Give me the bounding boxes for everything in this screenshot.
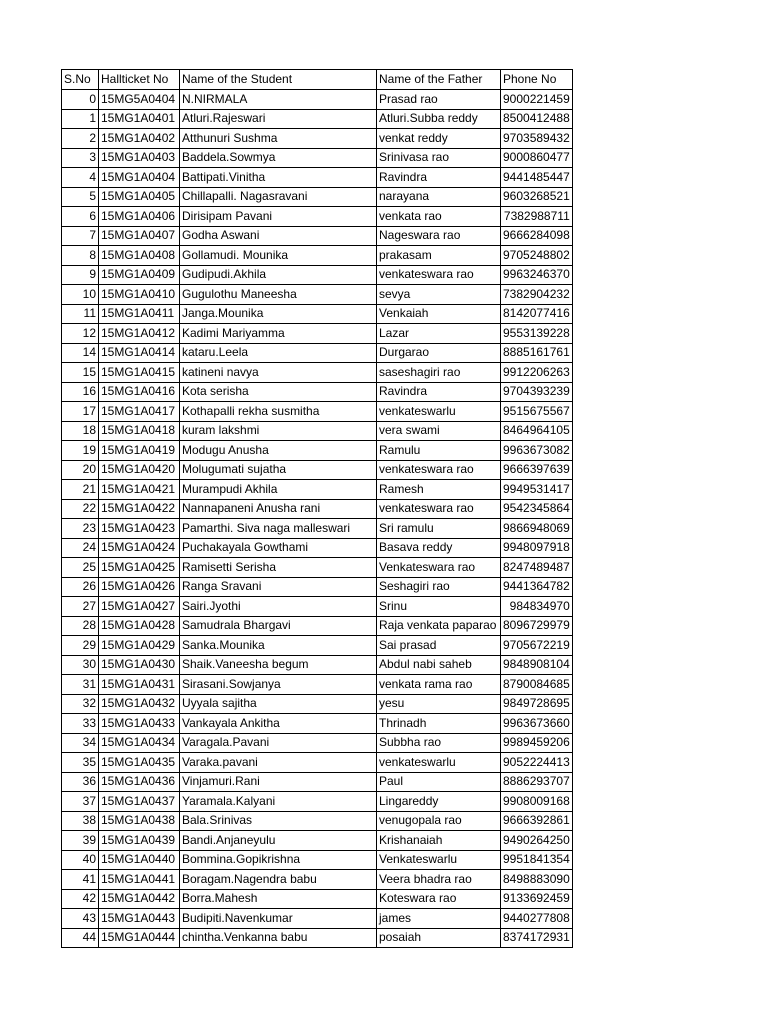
cell-phone: 9989459206 [501,733,573,753]
cell-hallticket: 15MG1A0434 [99,733,180,753]
cell-hallticket: 15MG1A0422 [99,499,180,519]
table-row [62,480,573,500]
cell-student-name: Varaka.pavani [180,753,377,773]
cell-father-name: posaiah [377,928,501,948]
cell-student-name: Kothapalli rekha susmitha [180,402,377,422]
cell-phone: 8498883090 [501,870,573,890]
cell-phone: 7382904232 [501,285,573,305]
cell-hallticket: 15MG1A0420 [99,460,180,480]
table-row [62,226,573,246]
cell-sno: 18 [62,421,99,441]
cell-student-name: Modugu Anusha [180,441,377,461]
cell-hallticket: 15MG1A0409 [99,265,180,285]
table-row [62,772,573,792]
table-row [62,870,573,890]
header-sno: S.No [62,70,99,90]
table-row [62,109,573,129]
cell-student-name: Gugulothu Maneesha [180,285,377,305]
cell-father-name: Ramesh [377,480,501,500]
cell-hallticket: 15MG1A0414 [99,343,180,363]
cell-father-name: yesu [377,694,501,714]
cell-phone: 9963246370 [501,265,573,285]
cell-student-name: Gollamudi. Mounika [180,246,377,266]
cell-student-name: Boragam.Nagendra babu [180,870,377,890]
table-row [62,850,573,870]
cell-father-name: Krishanaiah [377,831,501,851]
cell-father-name: Ravindra [377,168,501,188]
cell-hallticket: 15MG1A0427 [99,597,180,617]
cell-student-name: Atluri.Rajeswari [180,109,377,129]
cell-hallticket: 15MG1A0441 [99,870,180,890]
cell-hallticket: 15MG1A0402 [99,129,180,149]
cell-sno: 19 [62,441,99,461]
cell-father-name: Ravindra [377,382,501,402]
cell-father-name: Abdul nabi saheb [377,655,501,675]
cell-sno: 24 [62,538,99,558]
cell-student-name: Bala.Srinivas [180,811,377,831]
cell-student-name: kuram lakshmi [180,421,377,441]
table-body [62,90,573,948]
cell-phone: 9666284098 [501,226,573,246]
table-row [62,441,573,461]
cell-sno: 26 [62,577,99,597]
cell-sno: 41 [62,870,99,890]
cell-hallticket: 15MG5A0404 [99,90,180,110]
cell-sno: 6 [62,207,99,227]
cell-student-name: Murampudi Akhila [180,480,377,500]
cell-phone: 9948097918 [501,538,573,558]
table-row [62,928,573,948]
cell-sno: 30 [62,655,99,675]
cell-sno: 10 [62,285,99,305]
table-row [62,207,573,227]
table-row [62,753,573,773]
table-row [62,363,573,383]
cell-father-name: Atluri.Subba reddy [377,109,501,129]
cell-father-name: Srinivasa rao [377,148,501,168]
cell-hallticket: 15MG1A0405 [99,187,180,207]
cell-phone: 9949531417 [501,480,573,500]
cell-sno: 25 [62,558,99,578]
cell-phone: 9052224413 [501,753,573,773]
cell-father-name: saseshagiri rao [377,363,501,383]
cell-hallticket: 15MG1A0416 [99,382,180,402]
cell-student-name: Puchakayala Gowthami [180,538,377,558]
cell-sno: 16 [62,382,99,402]
cell-sno: 27 [62,597,99,617]
table-row [62,246,573,266]
cell-father-name: Koteswara rao [377,889,501,909]
cell-sno: 17 [62,402,99,422]
cell-phone: 9542345864 [501,499,573,519]
cell-phone: 9490264250 [501,831,573,851]
header-father-name: Name of the Father [377,70,501,90]
table-row [62,402,573,422]
cell-father-name: Basava reddy [377,538,501,558]
table-row [62,792,573,812]
cell-sno: 3 [62,148,99,168]
cell-father-name: Venkaiah [377,304,501,324]
header-student-name: Name of the Student [180,70,377,90]
cell-hallticket: 15MG1A0407 [99,226,180,246]
cell-student-name: Molugumati sujatha [180,460,377,480]
cell-hallticket: 15MG1A0439 [99,831,180,851]
cell-student-name: Janga.Mounika [180,304,377,324]
cell-student-name: Baddela.Sowmya [180,148,377,168]
table-row [62,831,573,851]
table-row [62,129,573,149]
cell-student-name: Yaramala.Kalyani [180,792,377,812]
table-row [62,655,573,675]
cell-phone: 9963673660 [501,714,573,734]
cell-father-name: Durgarao [377,343,501,363]
cell-student-name: Dirisipam Pavani [180,207,377,227]
cell-phone: 984834970 [501,597,573,617]
cell-phone: 9133692459 [501,889,573,909]
cell-phone: 9666397639 [501,460,573,480]
cell-father-name: venkateswarlu [377,753,501,773]
table-row [62,168,573,188]
table-row [62,538,573,558]
header-hallticket: Hallticket No [99,70,180,90]
cell-phone: 9000860477 [501,148,573,168]
cell-hallticket: 15MG1A0423 [99,519,180,539]
cell-phone: 9848908104 [501,655,573,675]
cell-phone: 8464964105 [501,421,573,441]
cell-student-name: Chillapalli. Nagasravani [180,187,377,207]
cell-student-name: katineni navya [180,363,377,383]
cell-sno: 44 [62,928,99,948]
table-row [62,285,573,305]
cell-hallticket: 15MG1A0426 [99,577,180,597]
cell-phone: 8142077416 [501,304,573,324]
cell-student-name: Vankayala Ankitha [180,714,377,734]
cell-student-name: Bommina.Gopikrishna [180,850,377,870]
cell-father-name: Subbha rao [377,733,501,753]
table-row [62,421,573,441]
cell-hallticket: 15MG1A0430 [99,655,180,675]
cell-father-name: venkateswara rao [377,499,501,519]
table-row [62,558,573,578]
cell-sno: 22 [62,499,99,519]
cell-student-name: Budipiti.Navenkumar [180,909,377,929]
cell-hallticket: 15MG1A0417 [99,402,180,422]
cell-student-name: Sanka.Mounika [180,636,377,656]
table-row [62,187,573,207]
table-row [62,265,573,285]
cell-hallticket: 15MG1A0442 [99,889,180,909]
cell-hallticket: 15MG1A0436 [99,772,180,792]
table-row [62,694,573,714]
cell-sno: 4 [62,168,99,188]
cell-hallticket: 15MG1A0431 [99,675,180,695]
cell-sno: 20 [62,460,99,480]
cell-phone: 8500412488 [501,109,573,129]
cell-student-name: Sairi.Jyothi [180,597,377,617]
cell-student-name: Atthunuri Sushma [180,129,377,149]
cell-phone: 8096729979 [501,616,573,636]
cell-student-name: Ranga Sravani [180,577,377,597]
cell-sno: 2 [62,129,99,149]
cell-sno: 32 [62,694,99,714]
cell-hallticket: 15MG1A0443 [99,909,180,929]
cell-phone: 9603268521 [501,187,573,207]
cell-sno: 28 [62,616,99,636]
cell-phone: 9703589432 [501,129,573,149]
table-row [62,577,573,597]
table-row [62,90,573,110]
cell-phone: 9440277808 [501,909,573,929]
cell-hallticket: 15MG1A0437 [99,792,180,812]
cell-hallticket: 15MG1A0433 [99,714,180,734]
cell-sno: 1 [62,109,99,129]
cell-phone: 9849728695 [501,694,573,714]
cell-sno: 40 [62,850,99,870]
cell-sno: 37 [62,792,99,812]
cell-sno: 23 [62,519,99,539]
cell-hallticket: 15MG1A0408 [99,246,180,266]
cell-student-name: Kota serisha [180,382,377,402]
cell-father-name: venkateswara rao [377,265,501,285]
cell-sno: 14 [62,343,99,363]
cell-father-name: venkata rao [377,207,501,227]
header-row [62,70,573,90]
cell-phone: 9441485447 [501,168,573,188]
cell-phone: 8790084685 [501,675,573,695]
cell-sno: 0 [62,90,99,110]
table-row [62,460,573,480]
cell-hallticket: 15MG1A0415 [99,363,180,383]
cell-phone: 9515675567 [501,402,573,422]
table-row [62,519,573,539]
cell-student-name: Sirasani.Sowjanya [180,675,377,695]
cell-hallticket: 15MG1A0401 [99,109,180,129]
table-row [62,324,573,344]
cell-sno: 5 [62,187,99,207]
cell-phone: 9951841354 [501,850,573,870]
cell-phone: 9866948069 [501,519,573,539]
cell-phone: 8885161761 [501,343,573,363]
table-row [62,811,573,831]
cell-student-name: Uyyala sajitha [180,694,377,714]
table-row [62,714,573,734]
table-row [62,382,573,402]
table-row [62,675,573,695]
cell-father-name: Seshagiri rao [377,577,501,597]
cell-hallticket: 15MG1A0410 [99,285,180,305]
cell-father-name: Thrinadh [377,714,501,734]
cell-student-name: Samudrala Bhargavi [180,616,377,636]
cell-phone: 9441364782 [501,577,573,597]
cell-father-name: Ramulu [377,441,501,461]
cell-father-name: Raja venkata paparao [377,616,501,636]
cell-father-name: Lazar [377,324,501,344]
cell-phone: 9666392861 [501,811,573,831]
table-row [62,597,573,617]
cell-student-name: N.NIRMALA [180,90,377,110]
cell-sno: 11 [62,304,99,324]
cell-hallticket: 15MG1A0403 [99,148,180,168]
cell-sno: 42 [62,889,99,909]
cell-student-name: Ramisetti Serisha [180,558,377,578]
cell-father-name: narayana [377,187,501,207]
cell-hallticket: 15MG1A0438 [99,811,180,831]
cell-father-name: venkateswarlu [377,402,501,422]
cell-sno: 39 [62,831,99,851]
cell-sno: 43 [62,909,99,929]
header-phone: Phone No [501,70,573,90]
cell-sno: 38 [62,811,99,831]
cell-sno: 9 [62,265,99,285]
cell-student-name: Nannapaneni Anusha rani [180,499,377,519]
cell-hallticket: 15MG1A0421 [99,480,180,500]
cell-phone: 8374172931 [501,928,573,948]
cell-hallticket: 15MG1A0425 [99,558,180,578]
cell-sno: 29 [62,636,99,656]
cell-phone: 9705672219 [501,636,573,656]
cell-sno: 36 [62,772,99,792]
cell-father-name: Venkateswarlu [377,850,501,870]
cell-hallticket: 15MG1A0428 [99,616,180,636]
cell-student-name: Shaik.Vaneesha begum [180,655,377,675]
cell-sno: 34 [62,733,99,753]
cell-hallticket: 15MG1A0424 [99,538,180,558]
cell-father-name: Lingareddy [377,792,501,812]
table-row [62,148,573,168]
table-row [62,616,573,636]
cell-student-name: Varagala.Pavani [180,733,377,753]
cell-student-name: kataru.Leela [180,343,377,363]
cell-sno: 7 [62,226,99,246]
cell-phone: 9912206263 [501,363,573,383]
table-row [62,909,573,929]
cell-student-name: Battipati.Vinitha [180,168,377,188]
cell-father-name: vera swami [377,421,501,441]
cell-father-name: venugopala rao [377,811,501,831]
cell-student-name: Bandi.Anjaneyulu [180,831,377,851]
table-row [62,304,573,324]
cell-sno: 21 [62,480,99,500]
cell-hallticket: 15MG1A0444 [99,928,180,948]
cell-father-name: venkateswara rao [377,460,501,480]
cell-father-name: Nageswara rao [377,226,501,246]
table-row [62,733,573,753]
cell-phone: 9705248802 [501,246,573,266]
cell-phone: 9553139228 [501,324,573,344]
cell-sno: 15 [62,363,99,383]
cell-student-name: Pamarthi. Siva naga malleswari [180,519,377,539]
cell-phone: 8886293707 [501,772,573,792]
cell-student-name: Borra.Mahesh [180,889,377,909]
table-row [62,636,573,656]
cell-father-name: sevya [377,285,501,305]
cell-father-name: Sri ramulu [377,519,501,539]
cell-father-name: james [377,909,501,929]
cell-sno: 12 [62,324,99,344]
cell-sno: 8 [62,246,99,266]
cell-sno: 33 [62,714,99,734]
cell-student-name: Gudipudi.Akhila [180,265,377,285]
cell-hallticket: 15MG1A0435 [99,753,180,773]
student-table [61,69,573,948]
cell-hallticket: 15MG1A0412 [99,324,180,344]
cell-sno: 35 [62,753,99,773]
table-row [62,499,573,519]
cell-father-name: Venkateswara rao [377,558,501,578]
cell-phone: 9908009168 [501,792,573,812]
cell-student-name: Godha Aswani [180,226,377,246]
cell-father-name: venkata rama rao [377,675,501,695]
cell-father-name: Sai prasad [377,636,501,656]
cell-father-name: Paul [377,772,501,792]
cell-hallticket: 15MG1A0419 [99,441,180,461]
cell-phone: 9704393239 [501,382,573,402]
cell-phone: 9000221459 [501,90,573,110]
cell-father-name: Prasad rao [377,90,501,110]
cell-hallticket: 15MG1A0411 [99,304,180,324]
cell-hallticket: 15MG1A0418 [99,421,180,441]
cell-father-name: prakasam [377,246,501,266]
cell-student-name: chintha.Venkanna babu [180,928,377,948]
cell-hallticket: 15MG1A0432 [99,694,180,714]
cell-father-name: Veera bhadra rao [377,870,501,890]
cell-student-name: Vinjamuri.Rani [180,772,377,792]
cell-hallticket: 15MG1A0404 [99,168,180,188]
cell-father-name: Srinu [377,597,501,617]
table-row [62,889,573,909]
cell-phone: 9963673082 [501,441,573,461]
table-row [62,343,573,363]
cell-student-name: Kadimi Mariyamma [180,324,377,344]
cell-hallticket: 15MG1A0440 [99,850,180,870]
cell-hallticket: 15MG1A0406 [99,207,180,227]
cell-phone: 8247489487 [501,558,573,578]
cell-father-name: venkat reddy [377,129,501,149]
cell-phone: 7382988711 [501,207,573,227]
cell-sno: 31 [62,675,99,695]
cell-hallticket: 15MG1A0429 [99,636,180,656]
